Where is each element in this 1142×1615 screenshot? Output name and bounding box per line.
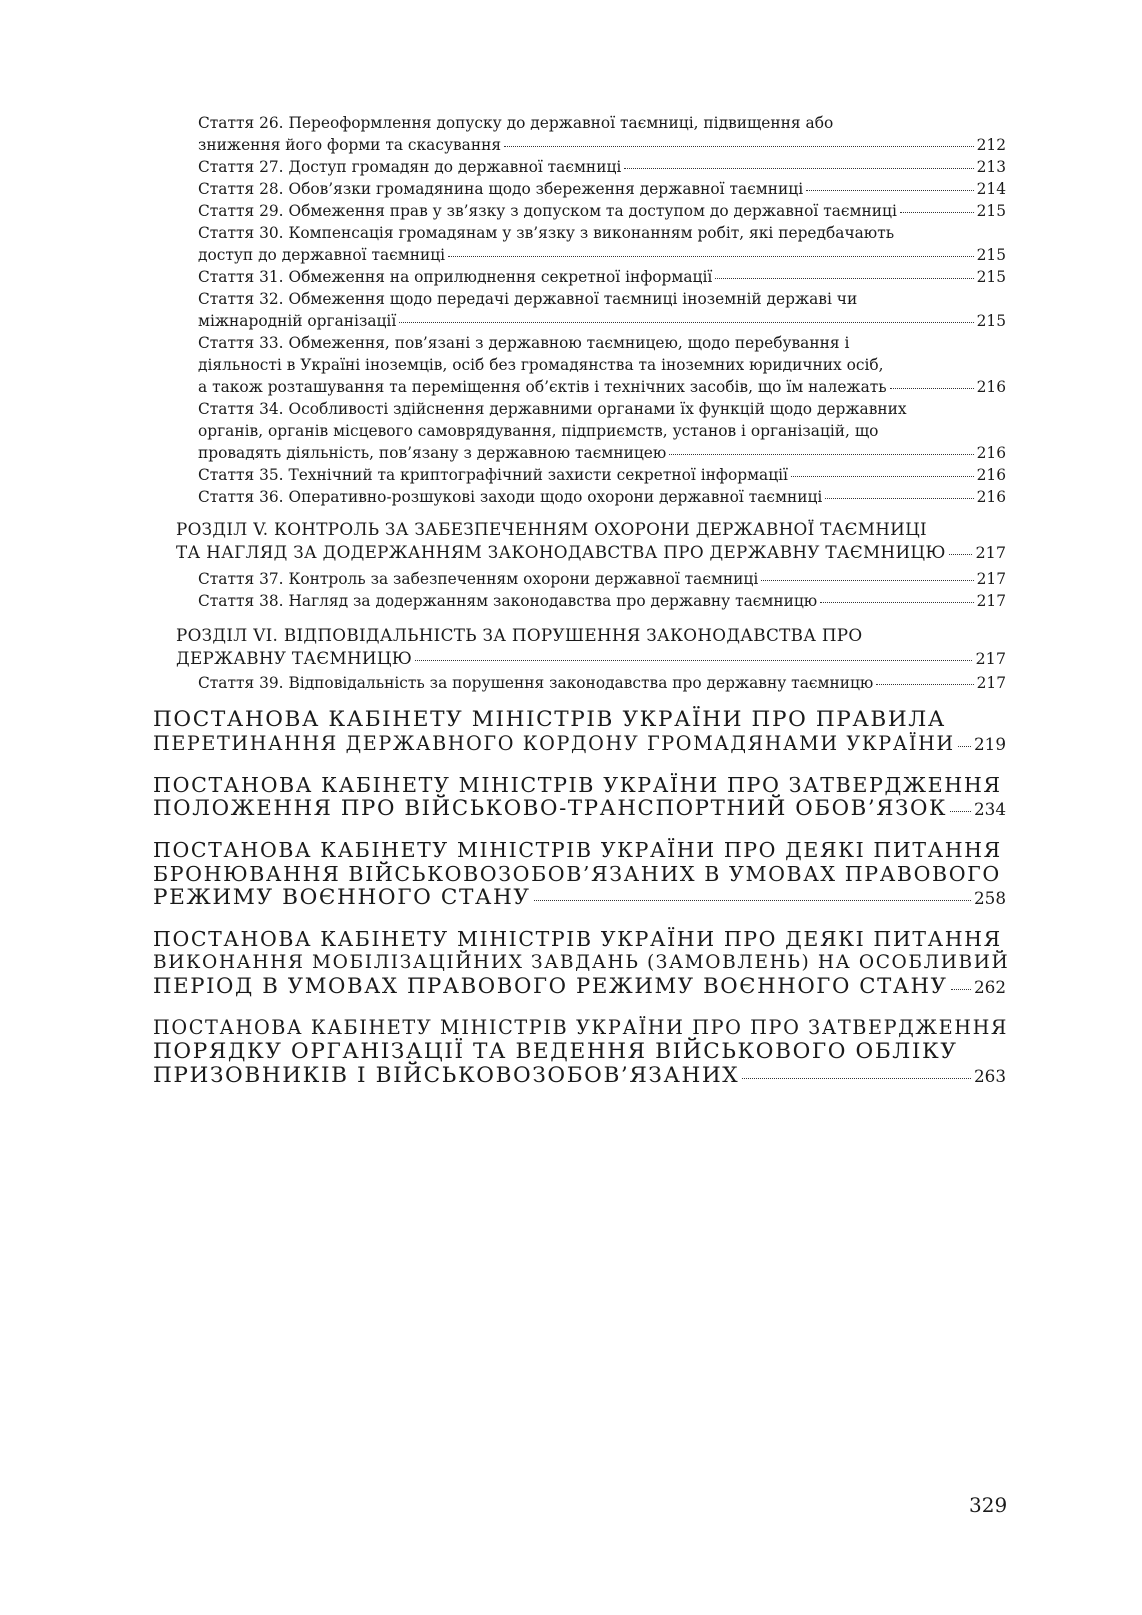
toc-entry-article-38[interactable] [198,590,1006,612]
toc-entry-text: РОЗДІЛ V. КОНТРОЛЬ ЗА ЗАБЕЗПЕЧЕННЯМ ОХОРОНИ ДЕРЖАВНОЇ ТАЄМНИЦІ [176,519,927,539]
toc-entry-text: ПЕРЕТИНАННЯ ДЕРЖАВНОГО КОРДОНУ ГРОМАДЯНАМИ УКРАЇНИ [153,732,955,755]
dot-leader [825,498,973,499]
toc-entry-text: ПОСТАНОВА КАБІНЕТУ МІНІСТРІВ УКРАЇНИ ПРО ПРАВИЛА [153,707,946,732]
toc-entry-text: Стаття 27. Доступ громадян до державної таємниці [198,158,622,176]
dot-leader [415,660,972,661]
toc-entry-text: ПОСТАНОВА КАБІНЕТУ МІНІСТРІВ УКРАЇНИ ПРО ЗАТВЕРДЖЕННЯ [153,773,1002,797]
toc-entry-text: ПРИЗОВНИКІВ І ВІЙСЬКОВОЗОБОВ’ЯЗАНИХ [153,1063,740,1088]
toc-page-number: 216 [976,378,1006,396]
toc-entry-text: діяльності в Україні іноземців, осіб без громадянства та іноземних юридичних осіб, [198,356,884,374]
toc-entry-article-37[interactable] [198,568,1006,590]
toc-page-number: 263 [973,1066,1006,1086]
toc-page-number: 217 [976,570,1006,588]
toc-entry-article-39[interactable] [198,672,1006,694]
toc-page-number: 217 [975,649,1006,668]
toc-entry-text: Стаття 33. Обмеження, пов’язані з державною таємницею, щодо перебування і [198,334,850,352]
toc-page-number: 258 [973,888,1006,908]
toc-page-number: 215 [976,246,1006,264]
toc-entry-text: Стаття 37. Контроль за забезпеченням охорони державної таємниці [198,570,759,588]
toc-entry-text: Стаття 34. Особливості здійснення державними органами їх функцій щодо державних [198,400,907,418]
page-number: 329 [969,1493,1008,1517]
dot-leader [876,684,973,685]
toc-entry-resolution-military-transport[interactable] [153,773,1006,821]
toc-page-number: 217 [975,543,1006,562]
dot-leader [624,168,973,169]
toc-entry-text: Стаття 39. Відповідальність за порушення законодавства про державну таємницю [198,674,874,692]
dot-leader [669,454,973,455]
dot-leader [806,190,973,191]
toc-entry-resolution-mobilization[interactable] [153,927,1010,999]
toc-entry-text: ПОСТАНОВА КАБІНЕТУ МІНІСТРІВ УКРАЇНИ ПРО ДЕЯКІ ПИТАННЯ [153,927,1002,951]
toc-page-number: 213 [976,158,1006,176]
dot-leader [820,602,973,603]
toc-page-number: 214 [976,180,1006,198]
toc-entry-text: ТА НАГЛЯД ЗА ДОДЕРЖАННЯМ ЗАКОНОДАВСТВА ПРО ДЕРЖАВНУ ТАЄМНИЦЮ [176,542,946,562]
toc-page-number: 215 [976,202,1006,220]
toc-page-number: 217 [976,592,1006,610]
toc-entry-text: Стаття 31. Обмеження на оприлюднення секретної інформації [198,268,713,286]
dot-leader [949,554,973,555]
toc-entry-resolution-reservation[interactable] [153,838,1006,910]
toc-page-number: 219 [973,734,1006,754]
toc-entry-section-5[interactable] [176,518,1006,564]
toc-page-number: 215 [976,312,1006,330]
dot-leader [950,811,971,812]
toc-page-number: 217 [976,674,1006,692]
toc-entry-text: міжнародній організації [198,312,397,330]
toc-entry-article-31[interactable] [198,266,1006,288]
toc-entry-text: ПЕРІОД В УМОВАХ ПРАВОВОГО РЕЖИМУ ВОЄННОГО СТАНУ [153,974,948,999]
toc-page-number: 212 [976,136,1006,154]
dot-leader [715,278,973,279]
toc-entry-article-29[interactable] [198,200,1006,222]
toc-entry-text: ПОСТАНОВА КАБІНЕТУ МІНІСТРІВ УКРАЇНИ ПРО ПРО ЗАТВЕРДЖЕННЯ [153,1016,1009,1039]
toc-entry-article-30[interactable] [198,222,1006,266]
toc-entry-text: ДЕРЖАВНУ ТАЄМНИЦЮ [176,648,413,668]
dot-leader [504,146,974,147]
toc-entry-text: Стаття 28. Обов’язки громадянина щодо збереження державної таємниці [198,180,804,198]
toc-entry-article-35[interactable] [198,464,1006,486]
toc-entry-text: зниження його форми та скасування [198,136,502,154]
dot-leader [791,476,974,477]
toc-entry-text: а також розташування та переміщення об’єктів і технічних засобів, що їм належать [198,378,887,396]
toc-entry-text: Стаття 29. Обмеження прав у зв’язку з допуском та доступом до державної таємниці [198,202,897,220]
dot-leader [399,322,973,323]
toc-entry-text: Стаття 36. Оперативно-розшукові заходи щодо охорони державної таємниці [198,488,823,506]
toc-page-number: 234 [973,799,1006,819]
dot-leader [742,1078,971,1079]
toc-entry-text: ПОРЯДКУ ОРГАНІЗАЦІЇ ТА ВЕДЕННЯ ВІЙСЬКОВОГО ОБЛІКУ [153,1039,958,1064]
toc-entry-article-32[interactable] [198,288,1006,332]
dot-leader [890,388,974,389]
dot-leader [761,580,973,581]
toc-entry-text: провадять діяльність, пов’язану з державною таємницею [198,444,667,462]
toc-page-number: 215 [976,268,1006,286]
toc-entry-text: органів, органів місцевого самоврядування, підприємств, установ і організацій, що [198,422,879,440]
toc-entry-article-28[interactable] [198,178,1006,200]
dot-leader [448,256,974,257]
toc-entry-text: РОЗДІЛ VI. ВІДПОВІДАЛЬНІСТЬ ЗА ПОРУШЕННЯ ЗАКОНОДАВСТВА ПРО [176,625,863,645]
toc-entry-text: Стаття 32. Обмеження щодо передачі державної таємниці іноземній державі чи [198,290,858,308]
toc-entry-text: БРОНЮВАННЯ ВІЙСЬКОВОЗОБОВ’ЯЗАНИХ В УМОВАХ ПРАВОВОГО [153,862,1001,886]
toc-entry-text: Стаття 26. Переоформлення допуску до державної таємниці, підвищення або [198,114,834,132]
toc-page-number: 216 [976,466,1006,484]
toc-entry-text: доступ до державної таємниці [198,246,446,264]
toc-entry-article-36[interactable] [198,486,1006,508]
toc-page-number: 216 [976,488,1006,506]
toc-entry-text: ПОСТАНОВА КАБІНЕТУ МІНІСТРІВ УКРАЇНИ ПРО ДЕЯКІ ПИТАННЯ [153,838,1002,862]
toc-entry-section-6[interactable] [176,624,1006,670]
toc-entry-text: ВИКОНАННЯ МОБІЛІЗАЦІЙНИХ ЗАВДАНЬ (ЗАМОВЛЕНЬ) НА ОСОБЛИВИЙ [153,952,1010,973]
toc-entry-resolution-military-registration[interactable] [153,1016,1009,1088]
dot-leader [958,746,971,747]
toc-page-number: 216 [976,444,1006,462]
dot-leader [534,900,971,901]
toc-entry-text: РЕЖИМУ ВОЄННОГО СТАНУ [153,885,531,910]
toc-entry-text: Стаття 38. Нагляд за додержанням законодавства про державну таємницю [198,592,818,610]
toc-entry-resolution-border-crossing[interactable] [153,708,1006,756]
toc-entry-article-33[interactable] [198,332,1006,398]
toc-entry-article-34[interactable] [198,398,1006,464]
toc-entry-text: Стаття 35. Технічний та криптографічний захисти секретної інформації [198,466,788,484]
dot-leader [900,212,974,213]
toc-page-number: 262 [973,977,1006,997]
dot-leader [951,989,971,990]
toc-entry-article-26[interactable] [198,112,1006,156]
toc-entry-article-27[interactable] [198,156,1006,178]
toc-entry-text: ПОЛОЖЕННЯ ПРО ВІЙСЬКОВО-ТРАНСПОРТНИЙ ОБОВ’ЯЗОК [153,796,948,821]
toc-entry-text: Стаття 30. Компенсація громадянам у зв’язку з виконанням робіт, які передбачають [198,224,895,242]
